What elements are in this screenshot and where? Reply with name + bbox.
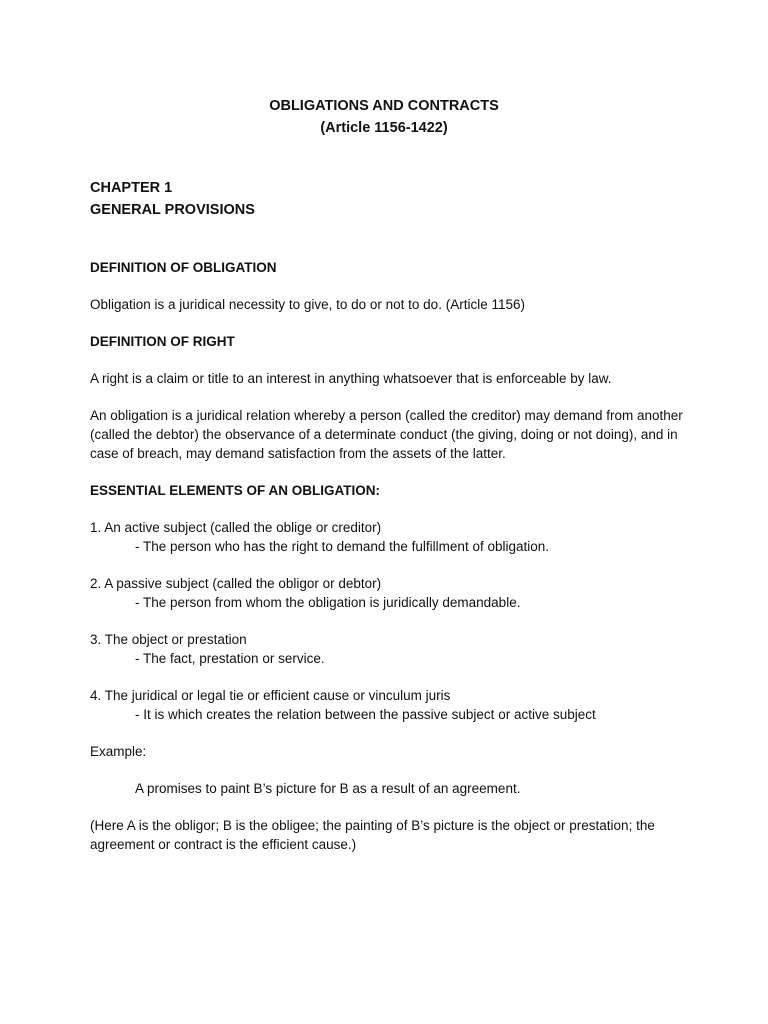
definition-of-obligation-text: Obligation is a juridical necessity to give, to do or not to do. (Article 1156) <box>90 297 525 312</box>
element-item-detail: - The person from whom the obligation is juridically demandable. <box>135 595 521 610</box>
element-item-text: 3. The object or prestation <box>90 632 247 647</box>
element-list-item <box>90 686 690 724</box>
element-item-detail: - It is which creates the relation between the passive subject or active subject <box>135 707 596 722</box>
element-item-detail: - The person who has the right to demand the fulfillment of obligation. <box>135 539 549 554</box>
chapter-heading-block <box>90 177 255 221</box>
element-item-text: 2. A passive subject (called the obligor or debtor) <box>90 576 382 591</box>
example-explanation: (Here A is the obligor; B is the obligee; the painting of B’s picture is the object or prestation; the agreement or contract is the efficient cause.) <box>90 818 655 852</box>
element-item-text: 4. The juridical or legal tie or efficient cause or vinculum juris <box>90 688 451 703</box>
document-subtitle: (Article 1156-1422) <box>320 120 448 136</box>
document-title-block <box>0 95 768 139</box>
section-heading-definition-of-obligation: DEFINITION OF OBLIGATION <box>90 260 277 275</box>
element-list-item <box>90 630 690 668</box>
document-body <box>90 258 690 854</box>
definition-of-right-text: A right is a claim or title to an interest in anything whatsoever that is enforceable by law. <box>90 371 612 386</box>
example-label: Example: <box>90 744 147 759</box>
element-item-detail: - The fact, prestation or service. <box>135 651 325 666</box>
chapter-number: CHAPTER 1 <box>90 180 173 196</box>
document-title: OBLIGATIONS AND CONTRACTS <box>269 98 499 114</box>
obligation-relation-paragraph: An obligation is a juridical relation whereby a person (called the creditor) may demand from another (called the debtor) the observance of a determinate conduct (the giving, doing or not doing), and in case of breach, may demand satisfaction from the assets of the latter. <box>90 408 683 461</box>
element-list-item <box>90 574 690 612</box>
chapter-title: GENERAL PROVISIONS <box>90 202 255 218</box>
example-text: A promises to paint B’s picture for B as a result of an agreement. <box>135 781 521 796</box>
element-item-text: 1. An active subject (called the oblige or creditor) <box>90 520 382 535</box>
element-list-item <box>90 518 690 556</box>
section-heading-essential-elements: ESSENTIAL ELEMENTS OF AN OBLIGATION: <box>90 483 381 498</box>
section-heading-definition-of-right: DEFINITION OF RIGHT <box>90 334 235 349</box>
